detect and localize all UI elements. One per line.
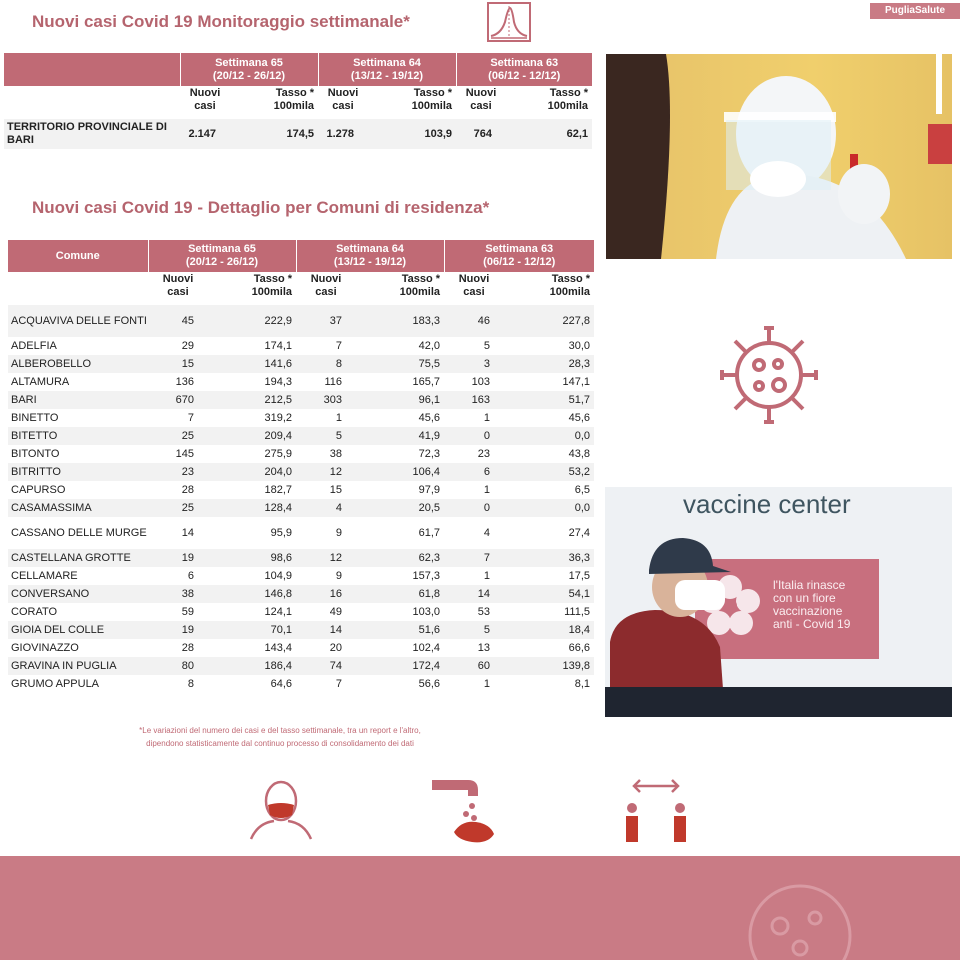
cases-cell: 670 bbox=[148, 391, 208, 409]
table-row bbox=[8, 409, 594, 427]
cases-cell: 12 bbox=[296, 463, 356, 481]
rate-cell: 42,0 bbox=[418, 340, 440, 352]
rate-cell: 106,4 bbox=[356, 463, 444, 481]
rate-cell: 95,9 bbox=[270, 527, 292, 539]
rate-cell: 172,4 bbox=[356, 657, 444, 675]
cases-cell: 0 bbox=[444, 499, 504, 517]
table-row bbox=[8, 391, 594, 409]
cases-cell: 7 bbox=[187, 412, 194, 424]
rate-cell: 204,0 bbox=[208, 463, 296, 481]
cases-cell: 1 bbox=[483, 570, 490, 582]
cases-cell: 0 bbox=[444, 427, 504, 445]
cases-cell: 5 bbox=[483, 340, 490, 352]
rate-cell: 27,4 bbox=[568, 527, 590, 539]
cases-cell: 59 bbox=[181, 606, 194, 618]
mask-person-icon bbox=[246, 777, 316, 841]
table-row bbox=[8, 337, 594, 355]
cases-cell: 14 bbox=[296, 621, 356, 639]
comune-name: GIOIA DEL COLLE bbox=[8, 621, 148, 639]
comune-name: CELLAMARE bbox=[11, 569, 78, 582]
rate-cell: 222,9 bbox=[208, 305, 296, 337]
cases-cell: 29 bbox=[181, 340, 194, 352]
comune-name: CASAMASSIMA bbox=[8, 499, 148, 517]
rate-cell: 51,7 bbox=[504, 391, 594, 409]
rate-cell: 102,4 bbox=[412, 642, 440, 654]
cases-cell: 9 bbox=[335, 527, 342, 539]
comune-name: BINETTO bbox=[11, 411, 59, 424]
rate-cell: 182,7 bbox=[264, 484, 292, 496]
virus-icon bbox=[714, 320, 824, 430]
rate-cell: 141,6 bbox=[208, 355, 296, 373]
cases-cell: 28 bbox=[181, 484, 194, 496]
cases-cell: 16 bbox=[296, 585, 356, 603]
cases-cell: 14 bbox=[444, 585, 504, 603]
comune-name: CASTELLANA GROTTE bbox=[8, 549, 148, 567]
cases-cell: 14 bbox=[181, 527, 194, 539]
cases-cell: 80 bbox=[148, 657, 208, 675]
comune-name: ALBEROBELLO bbox=[8, 355, 148, 373]
virus-watermark-icon bbox=[700, 866, 900, 960]
cases-cell: 74 bbox=[296, 657, 356, 675]
col-comune: Comune bbox=[8, 240, 148, 272]
cases-cell: 136 bbox=[175, 376, 194, 388]
comune-name: CONVERSANO bbox=[8, 585, 148, 603]
rate-cell: 128,4 bbox=[208, 499, 296, 517]
rate-cell: 20,5 bbox=[356, 499, 444, 517]
rate-cell: 30,0 bbox=[568, 340, 590, 352]
rate-cell: 111,5 bbox=[564, 606, 590, 618]
cases-cell: 6 bbox=[444, 463, 504, 481]
rate-cell: 165,7 bbox=[412, 376, 440, 388]
comune-name: CASSANO DELLE MURGE bbox=[11, 526, 147, 539]
rate-cell: 53,2 bbox=[504, 463, 594, 481]
table-row bbox=[8, 621, 594, 639]
cases-cell: 15 bbox=[329, 484, 342, 496]
comune-name: ACQUAVIVA DELLE FONTI bbox=[8, 305, 148, 337]
cases-cell: 5 bbox=[444, 621, 504, 639]
rate-cell: 275,9 bbox=[264, 448, 292, 460]
cases-cell: 28 bbox=[181, 642, 194, 654]
cases-cell: 9 bbox=[335, 570, 342, 582]
cases-cell: 23 bbox=[477, 448, 490, 460]
cases-cell: 23 bbox=[148, 463, 208, 481]
rate-cell: 61,7 bbox=[418, 527, 440, 539]
chart-icon bbox=[487, 2, 531, 42]
rate-cell: 28,3 bbox=[504, 355, 594, 373]
comune-name: CORATO bbox=[11, 605, 58, 618]
cases-cell: 5 bbox=[296, 427, 356, 445]
rate-cell: 104,9 bbox=[264, 570, 292, 582]
weekly-title: Nuovi casi Covid 19 Monitoraggio settimanale* bbox=[32, 12, 410, 31]
table-row bbox=[8, 463, 594, 481]
table-row bbox=[8, 373, 594, 391]
cases-cell: 7 bbox=[444, 549, 504, 567]
table-row bbox=[8, 481, 594, 499]
rate-cell: 54,1 bbox=[504, 585, 594, 603]
cases-cell: 38 bbox=[148, 585, 208, 603]
rate-cell: 43,8 bbox=[568, 448, 590, 460]
rate-cell: 96,1 bbox=[356, 391, 444, 409]
rate-cell: 0,0 bbox=[504, 427, 594, 445]
cases-cell: 1 bbox=[483, 678, 490, 690]
cases-cell: 12 bbox=[296, 549, 356, 567]
cases-cell: 103 bbox=[471, 376, 490, 388]
cases-cell: 45 bbox=[148, 305, 208, 337]
rate-cell: 146,8 bbox=[208, 585, 296, 603]
cases-cell: 7 bbox=[335, 340, 342, 352]
rate-cell: 209,4 bbox=[208, 427, 296, 445]
rate-cell: 194,3 bbox=[264, 376, 292, 388]
table-row bbox=[8, 355, 594, 373]
table-row bbox=[8, 499, 594, 517]
cases-cell: 49 bbox=[329, 606, 342, 618]
cases-cell: 145 bbox=[175, 448, 194, 460]
rate-cell: 45,6 bbox=[568, 412, 590, 424]
rate-cell: 51,6 bbox=[356, 621, 444, 639]
rate-cell: 98,6 bbox=[208, 549, 296, 567]
comune-name: GRUMO APPULA bbox=[11, 677, 100, 690]
footnote: *Le variazioni del numero dei casi e del tasso settimanale, tra un report e l'altro, dipendono statisticamente dal continuo processo di consolidamento dei dati bbox=[139, 726, 421, 748]
table-row bbox=[8, 603, 594, 621]
cases-cell: 163 bbox=[444, 391, 504, 409]
table-row bbox=[8, 585, 594, 603]
cases-cell: 303 bbox=[296, 391, 356, 409]
cases-cell: 60 bbox=[444, 657, 504, 675]
table-row bbox=[8, 549, 594, 567]
cases-cell: 8 bbox=[187, 678, 194, 690]
cases-cell: 4 bbox=[483, 527, 490, 539]
table-row bbox=[8, 675, 594, 693]
rate-cell: 186,4 bbox=[208, 657, 296, 675]
cases-cell: 4 bbox=[296, 499, 356, 517]
hand-wash-icon bbox=[428, 776, 500, 846]
cases-cell: 3 bbox=[444, 355, 504, 373]
cases-cell: 13 bbox=[477, 642, 490, 654]
vaccine-center-photo bbox=[605, 487, 952, 717]
rate-cell: 143,4 bbox=[264, 642, 292, 654]
vaccine-sign-title: vaccine center bbox=[683, 489, 851, 519]
cases-cell: 8 bbox=[296, 355, 356, 373]
cases-cell: 38 bbox=[329, 448, 342, 460]
cases-cell: 7 bbox=[335, 678, 342, 690]
cases-cell: 19 bbox=[148, 621, 208, 639]
cases-cell: 19 bbox=[148, 549, 208, 567]
detail-table: Comune Settimana 65 (20/12 - 26/12) Settimana 64 (13/12 - 19/12) Settimana 63 (06/12 - 12/12) Nuovi casi Tasso * 100mila Nuovi casi Tasso * 100mila Nuovi casi Tasso * 100mila ACQUAVIVA DELLE FONTI 45 222,9 37 183,3 46 227,8 ADELFIA 29 174,1 7 42,0 5 30,0 ALBEROBELLO 15 141,6 8 75,5 3 28,3 ALTAMURA 136 194,3 116 165,7 103 147,1 BARI 670 212,5 303 96,1 163 51,7 BINETTO 7 319,2 1 45,6 1 45,6 BITETTO 25 209,4 5 41,9 0 0,0 BITONTO 145 275,9 38 72,3 23 43,8 BITRITTO 23 204,0 12 106,4 6 53,2 CAPURSO 28 182,7 15 97,9 1 6,5 CASAMASSIMA 25 128,4 4 20,5 0 0,0 CASSANO DELLE MURGE 14 95,9 9 61,7 4 27,4 CASTELLANA GROTTE 19 98,6 12 62,3 7 36,3 CELLAMARE 6 104,9 9 157,3 1 17,5 CONVERSANO 38 146,8 16 61,8 14 54,1 CORATO 59 124,1 49 103,0 53 111,5 GIOIA DEL COLLE 19 70,1 14 51,6 5 18,4 GIOVINAZZO 28 143,4 20 102,4 13 66,6 GRAVINA IN PUGLIA 80 186,4 74 172,4 60 139,8 GRUMO APPULA 8 64,6 7 56,6 1 8,1 bbox=[8, 240, 594, 693]
rate-cell: 62,3 bbox=[356, 549, 444, 567]
rate-cell: 18,4 bbox=[504, 621, 594, 639]
comune-name: ALTAMURA bbox=[11, 375, 70, 388]
rate-cell: 8,1 bbox=[574, 678, 590, 690]
cases-cell: 1 bbox=[335, 412, 342, 424]
comune-name: BITRITTO bbox=[8, 463, 148, 481]
cases-cell: 15 bbox=[148, 355, 208, 373]
rate-cell: 45,6 bbox=[418, 412, 440, 424]
brand-logo: PugliaSalute bbox=[870, 3, 960, 19]
table-row bbox=[8, 445, 594, 463]
rate-cell: 103,0 bbox=[412, 606, 440, 618]
comune-name: BITETTO bbox=[8, 427, 148, 445]
cases-cell: 116 bbox=[324, 376, 342, 388]
table-row bbox=[8, 427, 594, 445]
rate-cell: 174,1 bbox=[264, 340, 292, 352]
rate-cell: 17,5 bbox=[568, 570, 590, 582]
comune-name: BITONTO bbox=[11, 447, 60, 460]
cases-cell: 46 bbox=[444, 305, 504, 337]
rate-cell: 212,5 bbox=[208, 391, 296, 409]
comune-name: ADELFIA bbox=[11, 339, 57, 352]
rate-cell: 36,3 bbox=[504, 549, 594, 567]
weekly-table: Settimana 65 (20/12 - 26/12) Settimana 64 (13/12 - 19/12) Settimana 63 (06/12 - 12/12) Nuovi casi Tasso * 100mila Nuovi casi Tasso * 100mila Nuovi casi Tasso * 100mila TERRITORIO PROVINCIALE DI BARI 2.147 174,5 1.278 103,9 764 62,1 bbox=[4, 53, 592, 149]
territory-row: TERRITORIO PROVINCIALE DI BARI 2.147 174,5 1.278 103,9 764 62,1 bbox=[4, 119, 592, 149]
comune-name: GIOVINAZZO bbox=[11, 641, 79, 654]
rate-cell: 41,9 bbox=[356, 427, 444, 445]
cases-cell: 25 bbox=[148, 499, 208, 517]
rate-cell: 97,9 bbox=[418, 484, 440, 496]
rate-cell: 70,1 bbox=[208, 621, 296, 639]
table-row bbox=[8, 567, 594, 585]
cases-cell: 6 bbox=[187, 570, 194, 582]
rate-cell: 72,3 bbox=[418, 448, 440, 460]
cases-cell: 53 bbox=[477, 606, 490, 618]
rate-cell: 56,6 bbox=[418, 678, 440, 690]
rate-cell: 61,8 bbox=[356, 585, 444, 603]
rate-cell: 183,3 bbox=[356, 305, 444, 337]
vaccine-banner: l'Italia rinasce con un fiore vaccinazione anti - Covid 19 bbox=[695, 559, 879, 659]
cases-cell: 1 bbox=[483, 484, 490, 496]
rate-cell: 157,3 bbox=[412, 570, 440, 582]
rate-cell: 147,1 bbox=[562, 376, 590, 388]
table-row bbox=[8, 305, 594, 337]
cases-cell: 20 bbox=[329, 642, 342, 654]
rate-cell: 75,5 bbox=[356, 355, 444, 373]
comune-name: GRAVINA IN PUGLIA bbox=[8, 657, 148, 675]
rate-cell: 227,8 bbox=[504, 305, 594, 337]
rate-cell: 139,8 bbox=[504, 657, 594, 675]
rate-cell: 124,1 bbox=[264, 606, 292, 618]
social-distance-icon bbox=[620, 776, 692, 846]
table-row bbox=[8, 517, 594, 549]
table-row bbox=[8, 639, 594, 657]
footer-band bbox=[0, 856, 960, 960]
comune-name: CAPURSO bbox=[11, 483, 66, 496]
cases-cell: 25 bbox=[148, 427, 208, 445]
rate-cell: 64,6 bbox=[270, 678, 292, 690]
comune-name: BARI bbox=[8, 391, 148, 409]
rate-cell: 319,2 bbox=[264, 412, 292, 424]
table-row bbox=[8, 657, 594, 675]
detail-title: Nuovi casi Covid 19 - Dettaglio per Comuni di residenza* bbox=[32, 198, 490, 217]
health-worker-photo bbox=[606, 54, 952, 259]
cases-cell: 37 bbox=[296, 305, 356, 337]
rate-cell: 66,6 bbox=[568, 642, 590, 654]
rate-cell: 6,5 bbox=[574, 484, 590, 496]
cases-cell: 1 bbox=[483, 412, 490, 424]
rate-cell: 0,0 bbox=[504, 499, 594, 517]
